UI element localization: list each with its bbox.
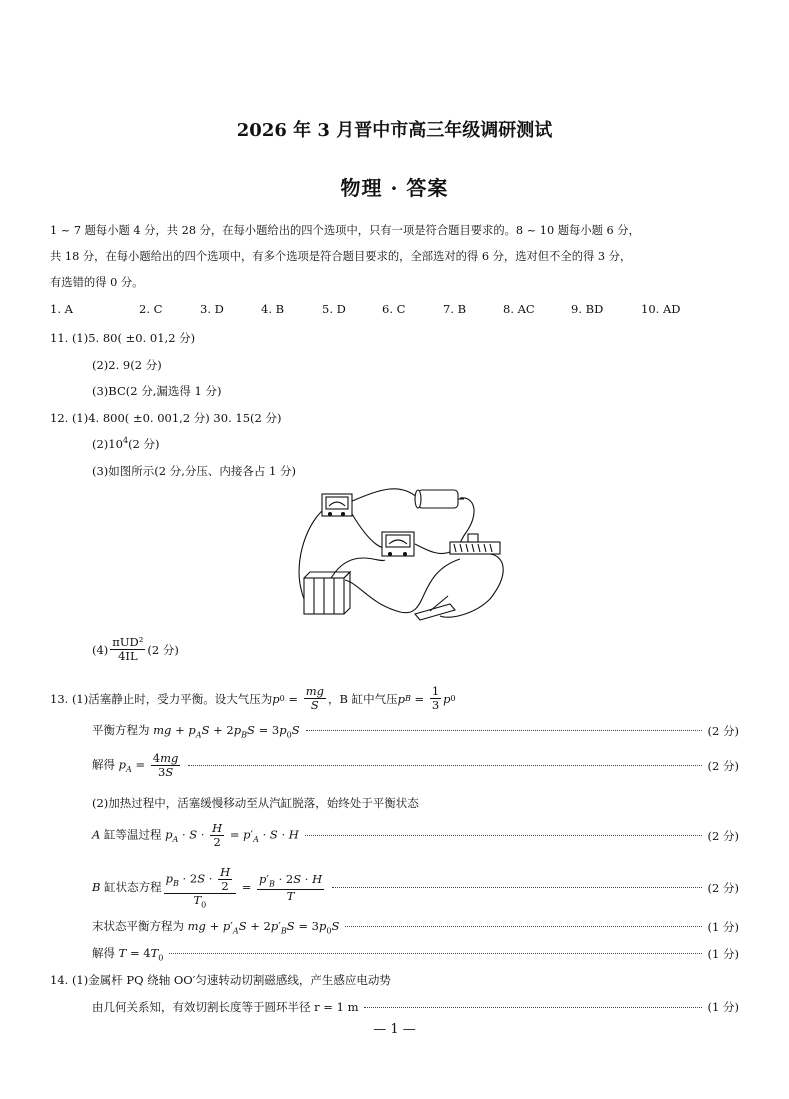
answer-item: 9. BD — [571, 302, 604, 316]
q11-part3: (3)BC(2 分,漏选得 1 分) — [92, 384, 222, 398]
answer-item: 6. C — [382, 302, 406, 316]
q12-part2: $(2)10^4(2$ 分) — [92, 436, 160, 451]
answer-item: 1. A — [50, 302, 73, 316]
q13-part2: (2)加热过程中，活塞缓慢移动至从汽缸脱落，始终处于平衡状态 — [92, 796, 419, 810]
q13-equation-3: A 缸等温过程 $p_A \cdot S$ · $\frac{H}{2}$ = $p'_A \cdot S \cdot H$ (2 分) — [92, 821, 739, 850]
q13-equation-4: B 缸状态方程 $p_B \cdot 2S$ · $\frac{H}{2}$ $T_0$ = $\frac{p'_B \cdot 2S \cdot H}{T}$ (2 分) — [92, 865, 739, 910]
answer-item: 4. B — [261, 302, 285, 316]
q14-line-2: 由几何关系知，有效切割长度等于圆环半径 r = 1 m (1 分) — [92, 1000, 739, 1014]
answer-item: 7. B — [443, 302, 467, 316]
answer-item: 3. D — [200, 302, 224, 316]
q13-intro: 13. (1)活塞静止时，受力平衡。设大气压为 p 0 = $\frac{mg}{S}$ ，B 缸中气压 p B = $\frac{1}{3}$ p 0 — [50, 684, 456, 713]
answer-item: 2. C — [139, 302, 163, 316]
q13-equation-2: 解得 $p_A$ = $\frac{4mg}{3S}$ (2 分) — [92, 751, 739, 780]
q13-equation-5: 末状态平衡方程为 mg + $p'_AS + 2p'_BS = 3p_0S$ (1 分) — [92, 919, 739, 936]
instructions-line-2: 共 18 分，在每小题给出的四个选项中，有多个选项是符合题目要求的，全部选对的得 6 分，选对但不全的得 3 分， — [50, 250, 632, 263]
document-title: 2026 年 3 月晋中市高三年级调研测试 — [236, 120, 553, 141]
q11-part1: 11. (1)5. 80( ±0. 01,2 分) — [50, 331, 196, 345]
q12-part3: (3)如图所示(2 分,分压、内接各占 1 分) — [92, 464, 297, 478]
fraction: $\frac{\text{πUD²}}{4IL}$ — [112, 635, 144, 664]
q13-equation-6: 解得 $T = 4T_0$ (1 分) — [92, 946, 739, 963]
circuit-diagram — [290, 484, 530, 630]
instructions-line-1: 1 ~ 7 题每小题 4 分，共 28 分，在每小题给出的四个选项中，只有一项是符合题目要求的。8 ~ 10 题每小题 6 分， — [50, 224, 640, 237]
q11-part2: (2)2. 9(2 分) — [92, 358, 162, 372]
answer-item: 8. AC — [503, 302, 535, 316]
instructions-line-3: 有选错的得 0 分。 — [50, 276, 144, 289]
q12-part1: 12. (1)4. 800( ±0. 001,2 分) 30. 15(2 分) — [50, 411, 282, 425]
answer-item: 5. D — [322, 302, 346, 316]
page-number: — 1 — — [373, 1022, 416, 1037]
q14-part1: 14. (1)金属杆 PQ 绕轴 OO′匀速转动切割磁感线，产生感应电动势 — [50, 973, 391, 987]
document-subtitle: 物理 · 答案 — [340, 176, 449, 200]
q12-part4: (4) $\frac{\text{πUD²}}{4IL}$ (2 分) — [92, 635, 179, 664]
q13-equation-1: 平衡方程为 mg + $p_AS + 2p_BS = 3p_0S$ (2 分) — [92, 723, 739, 740]
answer-item: 10. AD — [641, 302, 681, 316]
